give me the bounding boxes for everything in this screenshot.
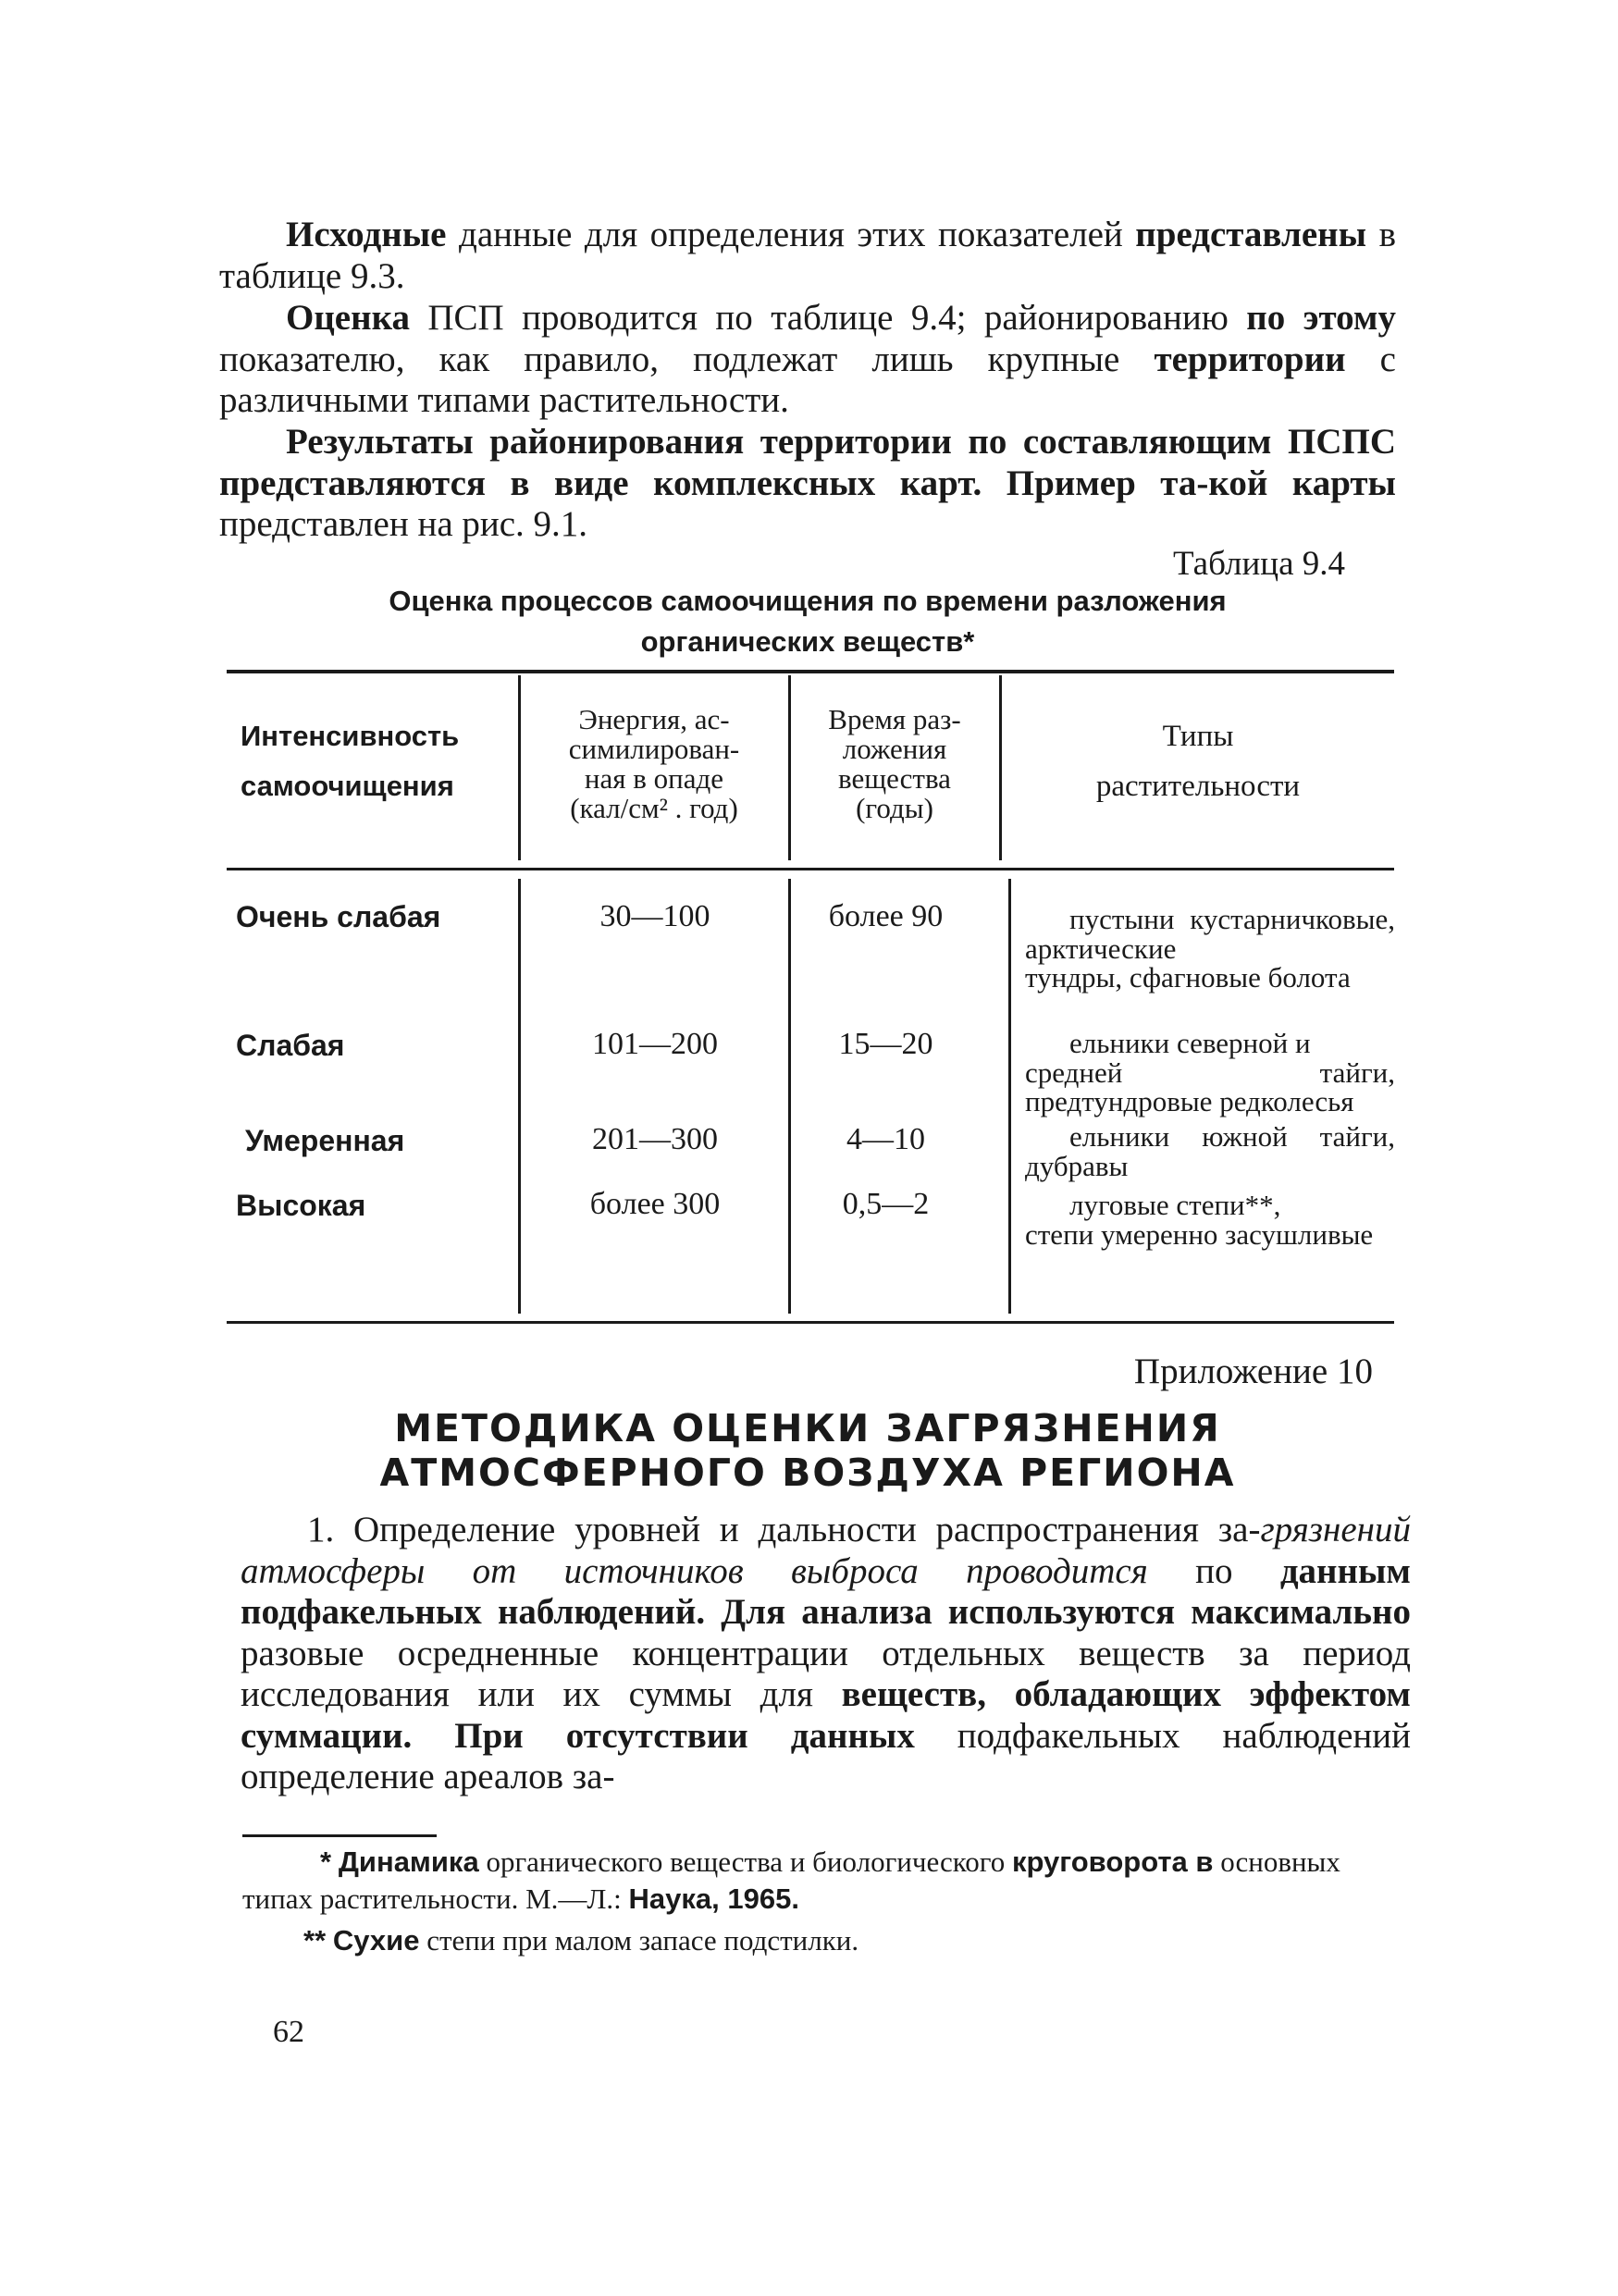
p2-text-mid: показателю, как правило, подлежат лишь крупные — [219, 339, 1155, 379]
table-header-divider-1 — [518, 675, 521, 860]
header-types-line-2: растительности — [1095, 770, 1301, 803]
appendix-title — [219, 1406, 1396, 1495]
table-body-divider-1 — [518, 879, 521, 1314]
p1-bold-mid: представлены — [1135, 215, 1367, 254]
table-caption — [219, 581, 1396, 662]
table-header-rule — [227, 868, 1394, 870]
p3-bold-end: кой карты — [1208, 463, 1396, 503]
header-energy-line-2: симилирован- — [568, 733, 740, 765]
p4-bold-2: веществ, обладающих эффектом суммации. При отсутствии данных — [241, 1674, 1411, 1756]
row-types-line: ельники северной и — [1069, 1027, 1311, 1059]
p1-text-end: в таблице 9.3. — [219, 215, 1396, 296]
footnote-2-mark: ** — [303, 1924, 327, 1957]
row-types-line: луговые степи**, — [1069, 1189, 1281, 1221]
paragraph-2 — [219, 298, 1396, 422]
appendix-label: Приложение 10 — [1133, 1352, 1373, 1391]
table-header-divider-3 — [999, 675, 1002, 860]
header-time-line-4: (годы) — [856, 792, 933, 824]
header-time — [797, 705, 992, 823]
p2-bold-end: территории — [1154, 339, 1346, 379]
footnote-1-bold-start: Динамика — [338, 1845, 479, 1878]
paragraph-4 — [241, 1510, 1411, 1798]
row-intensity: Высокая — [236, 1189, 366, 1222]
paragraph-1 — [219, 215, 1396, 297]
row-types — [1025, 1029, 1395, 1117]
table-header-divider-2 — [788, 675, 791, 860]
row-energy: более 300 — [589, 1187, 721, 1221]
row-time: 15—20 — [838, 1027, 933, 1061]
table-top-rule — [227, 670, 1394, 673]
footnote-rule — [242, 1834, 437, 1837]
header-time-line-2: ложения — [842, 733, 947, 765]
row-intensity: Умеренная — [245, 1124, 405, 1157]
table-body-divider-2 — [788, 879, 791, 1314]
header-energy — [529, 705, 779, 823]
header-types — [1008, 722, 1388, 801]
paragraph-3 — [219, 422, 1396, 546]
row-types — [1025, 1191, 1395, 1249]
appendix-title-line-2: АТМОСФЕРНОГО ВОЗДУХА РЕГИОНА — [379, 1450, 1236, 1495]
footnote-2-bold-start: Сухие — [332, 1924, 420, 1957]
table-body-divider-3 — [1008, 879, 1011, 1314]
row-types — [1025, 1122, 1395, 1180]
p3-text-end: представлен на рис. 9.1. — [219, 504, 588, 544]
p4-italic: грязнений атмосферы от источников выброса проводится — [241, 1510, 1411, 1591]
p4-text-2: по — [1147, 1550, 1280, 1591]
header-types-line-1: Типы — [1162, 720, 1234, 753]
row-intensity: Слабая — [236, 1029, 345, 1062]
footnote-1-bold-mid: круговорота в — [1011, 1845, 1214, 1878]
p2-text-end: с различными типами растительности. — [219, 339, 1396, 420]
header-intensity-line-2: самоочищения — [241, 770, 454, 802]
table-label: Таблица 9.4 — [1173, 545, 1345, 583]
table-caption-line-2: органических веществ* — [640, 625, 975, 658]
p3-bold-start: Результаты районирования территории по составляющим ПСПС представляются в виде комплексных карт. Пример та- — [219, 422, 1396, 503]
footnote-1-bold-end: Наука, 1965. — [628, 1882, 799, 1915]
p4-text-4: подфакельных наблюдений определение ареалов за- — [241, 1715, 1411, 1796]
p2-text: ПСП проводится по таблице 9.4; районированию — [409, 298, 1247, 338]
row-types-line: степи умеренно засушливые — [1025, 1217, 1374, 1251]
footnote-2 — [242, 1922, 1410, 1959]
table-caption-line-1: Оценка процессов самоочищения по времени разложения — [389, 585, 1227, 617]
row-types-line: тундры, сфагновые болота — [1025, 961, 1351, 994]
p1-text: данные для определения этих показателей — [446, 215, 1136, 254]
header-intensity — [241, 722, 509, 801]
table-bottom-rule — [227, 1321, 1394, 1324]
row-time: более 90 — [828, 899, 944, 933]
header-intensity-line-1: Интенсивность — [241, 720, 460, 752]
row-energy: 201—300 — [592, 1122, 718, 1156]
header-energy-line-1: Энергия, ас- — [578, 703, 730, 735]
p2-bold-mid: по этому — [1246, 298, 1397, 338]
p4-text-1: 1. Определение уровней и дальности распространения за- — [307, 1510, 1261, 1549]
row-types — [1025, 905, 1395, 993]
header-time-line-1: Время раз- — [828, 703, 961, 735]
header-energy-line-4: (кал/см² . год) — [570, 792, 738, 824]
p4-bold-1: данным подфакельных наблюдений. Для анализа используются максимально — [241, 1550, 1411, 1632]
row-types-line: средней тайги, предтундровые редколесья — [1025, 1055, 1395, 1117]
p1-bold-start: Исходные — [286, 215, 447, 254]
footnote-1 — [242, 1844, 1410, 1918]
footnote-1-mark: * — [320, 1845, 332, 1878]
header-time-line-3: вещества — [838, 762, 951, 795]
row-energy: 30—100 — [599, 899, 710, 933]
p2-bold-start: Оценка — [286, 298, 410, 338]
appendix-title-line-1: МЕТОДИКА ОЦЕНКИ ЗАГРЯЗНЕНИЯ — [394, 1406, 1221, 1450]
page-number: 62 — [273, 2015, 304, 2049]
footnote-1-text-mid: основных типах растительности. М.—Л.: — [242, 1845, 1340, 1915]
header-energy-line-3: ная в опаде — [584, 762, 724, 795]
p4-text-3: разовые осредненные концентрации отдельных веществ за период исследования или их суммы для — [241, 1633, 1411, 1714]
row-time: 0,5—2 — [842, 1187, 930, 1221]
footnote-2-text: степи при малом запасе подстилки. — [419, 1924, 859, 1957]
row-intensity: Очень слабая — [236, 900, 441, 933]
row-time: 4—10 — [846, 1122, 925, 1156]
row-types-line: пустыни кустарничковые, арктические — [1025, 903, 1395, 965]
row-energy: 101—200 — [592, 1027, 718, 1061]
footnote-1-text: органического вещества и биологического — [478, 1845, 1012, 1878]
row-types-line: ельники южной тайги, дубравы — [1025, 1120, 1395, 1182]
